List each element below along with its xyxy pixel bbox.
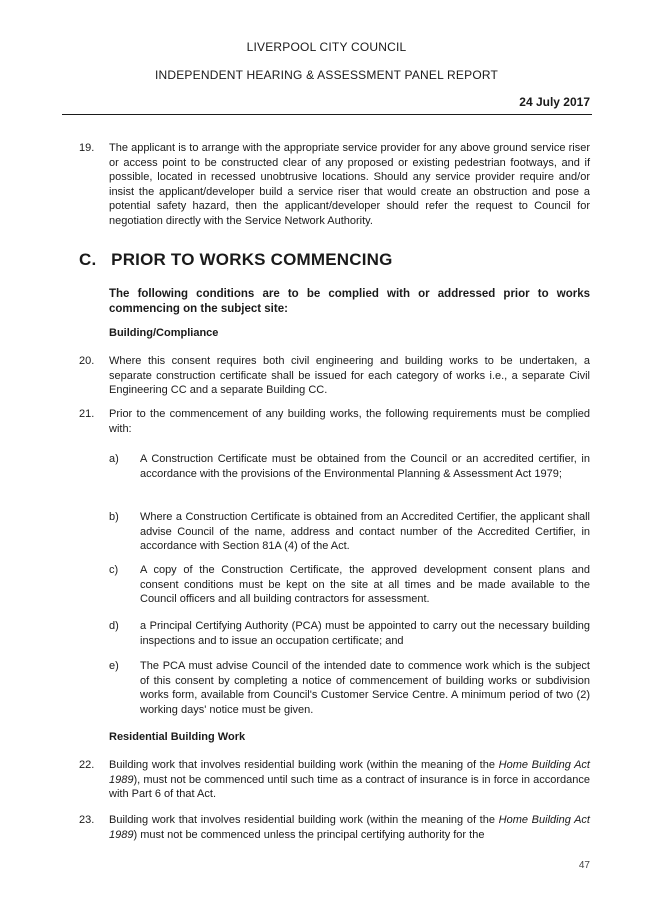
section-c-title: C. PRIOR TO WORKS COMMENCING [79, 250, 393, 269]
header-divider [62, 114, 592, 115]
page-number: 47 [578, 860, 590, 871]
item-21d-label: d) [109, 620, 119, 632]
item-20-number: 20. [79, 355, 95, 367]
item-22-text [109, 758, 590, 802]
report-date: 24 July 2017 [519, 95, 590, 109]
item-21e-label: e) [109, 660, 119, 672]
item-21-number: 21. [79, 408, 95, 420]
item-22-number: 22. [79, 759, 95, 771]
item-23-text-a: Building work that involves residential building work (within the meaning of the [109, 814, 499, 826]
item-23-text [109, 813, 590, 842]
item-21e-text: The PCA must advise Council of the intended date to commence work which is the subject of this consent by completing a notice of commencement of building works or subdivision works form, available from Council's Customer Service Centre. A minimum period of two (2) working days' notice must be given. [140, 660, 590, 716]
item-22-text-a: Building work that involves residential building work (within the meaning of the [109, 759, 499, 771]
item-21c-label: c) [109, 564, 119, 576]
report-title: INDEPENDENT HEARING & ASSESSMENT PANEL REPORT [154, 68, 499, 82]
item-21a-text: A Construction Certificate must be obtained from the Council or an accredited certifier, in accordance with the provisions of the Environmental Planning & Assessment Act 1979; [140, 453, 590, 480]
item-22-text-b: ), must not be commenced until such time as a contract of insurance is in force in accordance with Part 6 of that Act. [109, 773, 590, 801]
item-23-text-b: ) must not be commenced unless the principal certifying authority for the [133, 828, 485, 841]
item-22-act-name: Home Building Act 1989 [109, 759, 590, 786]
item-19-number: 19. [79, 142, 95, 154]
item-21d-text: a Principal Certifying Authority (PCA) must be appointed to carry out the necessary building inspections and to issue an occupation certificate; and [140, 620, 590, 647]
subheading-building-compliance: Building/Compliance [109, 327, 219, 339]
item-21c-text: A copy of the Construction Certificate, the approved development consent plans and consent conditions must be kept on the site at all times and be made available to the Council officers and all building contractors for assessment. [140, 564, 590, 606]
council-name: LIVERPOOL CITY COUNCIL [246, 40, 407, 54]
subheading-residential-building-work: Residential Building Work [109, 731, 246, 743]
item-21a-label: a) [109, 453, 119, 465]
item-20-text: Where this consent requires both civil engineering and building works to be undertaken, a separate construction certificate shall be issued for each category of works i.e., a separate Civil Engineering CC and a separate Building CC. [109, 355, 590, 397]
item-23-number: 23. [79, 814, 95, 826]
item-23-act-name: Home Building Act 1989 [109, 814, 590, 841]
section-c-intro: The following conditions are to be complied with or addressed prior to works commencing on the subject site: [109, 288, 590, 315]
item-21-text: Prior to the commencement of any building works, the following requirements must be complied with: [109, 408, 590, 435]
item-21b-label: b) [109, 511, 119, 523]
item-19-text: The applicant is to arrange with the appropriate service provider for any above ground service riser or access point to be constructed clear of any proposed or existing pedestrian footways, and if possible, located in recessed unobtrusive locations. Should any service provider require and/or insist the applicant/developer build a service riser that would create an obstruction and pose a potential safety hazard, then the applicant/developer should refer the request to Council for negotiation directly with the Service Network Authority. [109, 142, 590, 227]
item-21b-text: Where a Construction Certificate is obtained from an Accredited Certifier, the applicant shall advise Council of the name, address and contact number of the Accredited Certifier, in accordance with Section 81A (4) of the Act. [140, 511, 590, 553]
